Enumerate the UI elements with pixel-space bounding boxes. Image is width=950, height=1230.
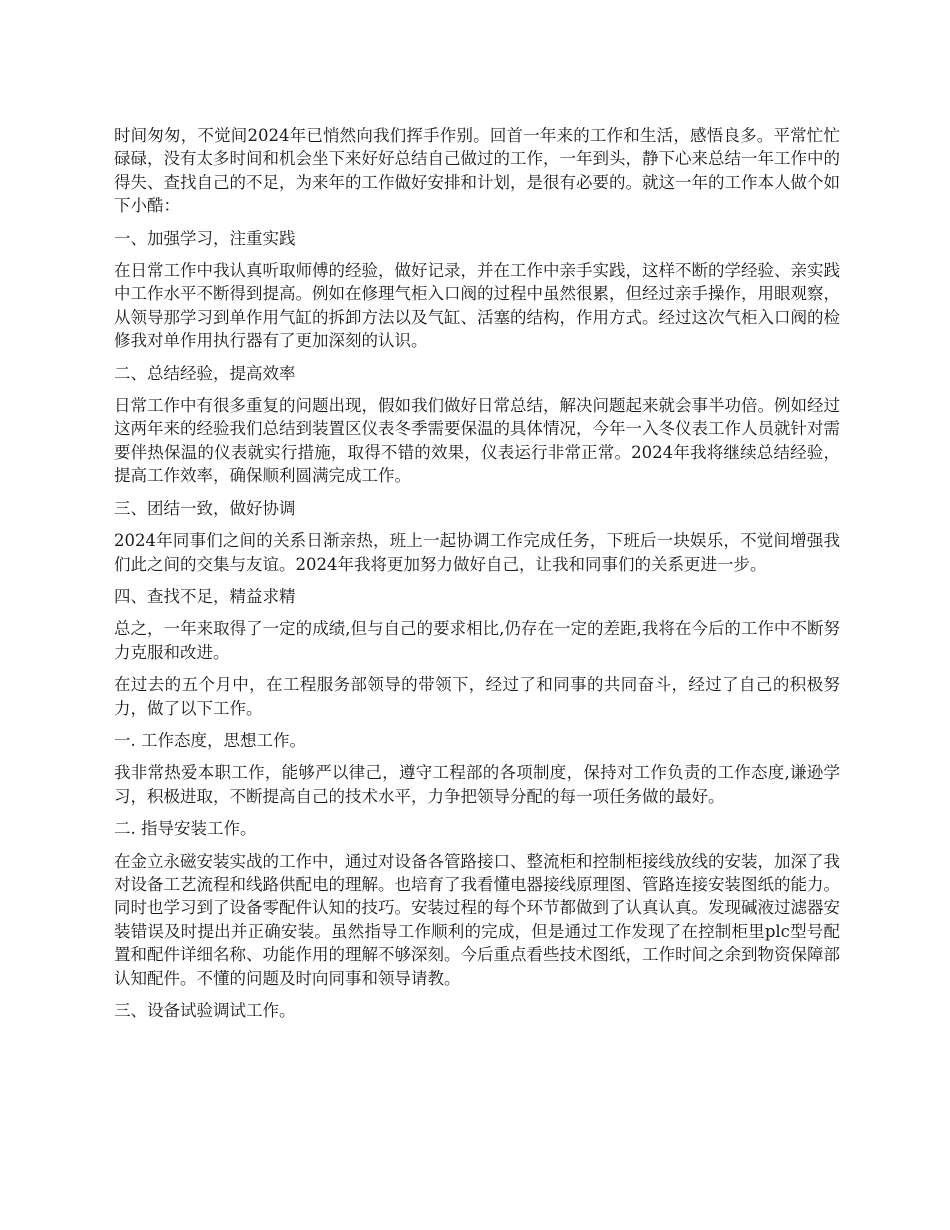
section-heading-3: 三、团结一致，做好协调 <box>114 498 296 518</box>
section-heading-2: 二、总结经验，提高效率 <box>114 363 296 383</box>
work-2-paragraph: 在金立永磁安装实战的工作中，通过对设备各管路接口、整流柜和控制柜接线放线的安装，加深了我对设备工艺流程和线路供配电的理解。也培育了我看懂电器接线原理图、管路连接安装图纸的能力。同时也学习到了设备零配件认知的技巧。安装过程的每个环节都做到了认真认真。发现碱液过滤器安装错误及时提出并正确安装。虽然指导工作顺利的完成，但是通过工作发现了在控制柜里plc型号配置和配件详细名称、功能作用的理解不够深刻。今后重点看些技术图纸，工作时间之余到物资保障部认知配件。不懂的问题及时向同事和领导请教。 <box>114 851 840 988</box>
summary-paragraph: 在过去的五个月中，在工程服务部领导的带领下，经过了和同事的共同奋斗，经过了自己的积极努力，做了以下工作。 <box>114 675 840 718</box>
document-body <box>114 124 840 1031</box>
section-1-paragraph: 在日常工作中我认真听取师傅的经验，做好记录，并在工作中亲手实践，这样不断的学经验、亲实践中工作水平不断得到提高。例如在修理气柜入口阀的过程中虽然很累，但经过亲手操作，用眼观察，从领导那学习到单作用气缸的拆卸方法以及气缸、活塞的结构，作用方式。经过这次气柜入口阀的检修我对单作用执行器有了更加深刻的认识。 <box>114 261 840 351</box>
section-2-paragraph: 日常工作中有很多重复的问题出现，假如我们做好日常总结，解决问题起来就会事半功倍。例如经过这两年来的经验我们总结到装置区仪表冬季需要保温的具体情况，今年一入冬仪表工作人员就针对需要伴热保温的仪表就实行措施，取得不错的效果，仪表运行非常正常。2024年我将继续总结经验，提高工作效率，确保顺利圆满完成工作。 <box>114 396 840 486</box>
work-heading-3: 三、设备试验调试工作。 <box>114 1001 296 1020</box>
section-3-paragraph: 2024年同事们之间的关系日渐亲热，班上一起协调工作完成任务，下班后一块娱乐，不觉间增强我们此之间的交集与友谊。2024年我将更加努力做好自己，让我和同事们的关系更进一步。 <box>114 531 840 574</box>
work-heading-1: 一. 工作态度，思想工作。 <box>114 730 306 750</box>
work-heading-2: 二. 指导安装工作。 <box>114 819 257 839</box>
work-1-paragraph: 我非常热爱本职工作，能够严以律己，遵守工程部的各项制度，保持对工作负责的工作态度,谦逊学习，积极进取，不断提高自己的技术水平，力争把领导分配的每一项任务做的最好。 <box>114 763 840 806</box>
section-heading-1: 一、加强学习，注重实践 <box>114 228 296 248</box>
section-4-paragraph: 总之，一年来取得了一定的成绩,但与自己的要求相比,仍存在一定的差距,我将在今后的工作中不断努力克服和改进。 <box>114 619 840 662</box>
intro-paragraph: 时间匆匆，不觉间2024年已悄然向我们挥手作别。回首一年来的工作和生活，感悟良多。平常忙忙碌碌，没有太多时间和机会坐下来好好总结自己做过的工作，一年到头，静下心来总结一年工作中的得失、查找自己的不足，为来年的工作做好安排和计划，是很有必要的。就这一年的工作本人做个如下小酷： <box>114 126 840 216</box>
section-heading-4: 四、查找不足，精益求精 <box>114 586 296 606</box>
